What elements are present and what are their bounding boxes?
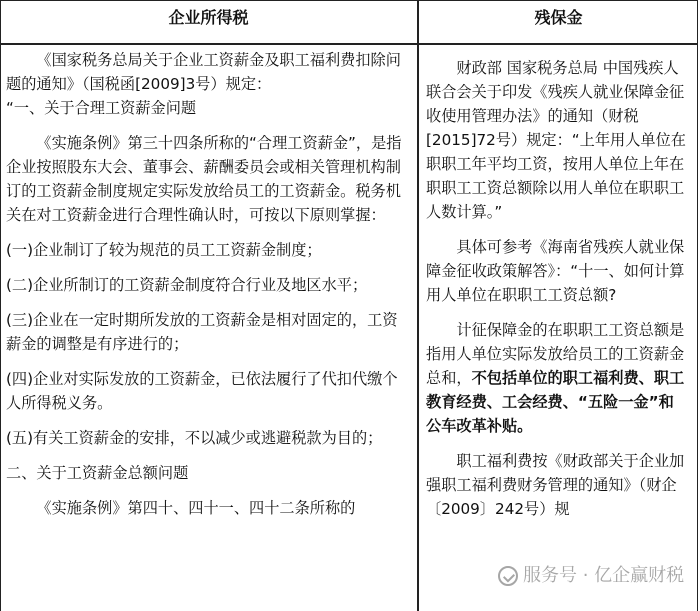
check-circle-icon (498, 566, 518, 586)
left-paragraph-section1: “一、关于合理工资薪金问题 (6, 99, 197, 117)
right-wage-total-exclusions: 不包括单位的职工福利费、职工教育经费、工会经费、“五险一金”和公车改革补贴。 (426, 369, 685, 435)
left-item-5: (五)有关工资薪金的安排，不以减少或逃避税款为目的； (6, 429, 383, 447)
right-paragraph-welfare: 职工福利费按《财政部关于企业加强职工福利费财务管理的通知》（财企〔2009〕242号）规 (426, 452, 685, 518)
column-divider (417, 0, 419, 611)
left-column (6, 48, 410, 531)
watermark (498, 565, 684, 587)
right-wage-total-text: 计征保障金的在职职工工资总额是指用人单位实际发放给员工的工资薪金总和， (426, 321, 685, 387)
right-paragraph-wage-total (426, 318, 688, 438)
left-item-3: (三)企业在一定时期所发放的工资薪金是相对固定的，工资薪金的调整是有序进行的； (6, 311, 398, 353)
header-divider (0, 43, 698, 45)
header-corporate-income-tax: 企业所得税 (168, 8, 249, 27)
right-paragraph-reference: 具体可参考《海南省残疾人就业保障金征收政策解答》：“十一、如何计算用人单位在职职工工资总额? (426, 238, 685, 304)
header-disability-fund: 残保金 (534, 8, 583, 27)
left-paragraph-implementation: 《实施条例》第四十、四十一、四十二条所称的 (36, 499, 356, 517)
left-item-1: (一)企业制订了较为规范的员工工资薪金制度； (6, 241, 322, 259)
watermark-text: 服务号 · 亿企赢财税 (523, 565, 685, 586)
left-paragraph-reasonable-wages: 《实施条例》第三十四条所称的“合理工资薪金”，是指企业按照股东大会、董事会、薪酬委员会或相关管理机构制订的工资薪金制度规定实际发放给员工的工资薪金。税务机关在对工资薪金进行合理性确认时，可按以下原则掌握： (6, 134, 402, 224)
left-item-2: (二)企业所制订的工资薪金制度符合行业及地区水平； (6, 276, 368, 294)
right-column (426, 48, 688, 532)
right-paragraph-notice: 财政部 国家税务总局 中国残疾人联合会关于印发《残疾人就业保障金征收使用管理办法》的通知（财税[2015]72号）规定：“上年用人单位在职职工年平均工资，按用人单位上年在职职工工资总额除以用人单位在职职工人数计算。” (426, 59, 686, 221)
left-item-4: (四)企业对实际发放的工资薪金，已依法履行了代扣代缴个人所得税义务。 (6, 370, 398, 412)
left-paragraph-section2: 二、关于工资薪金总额问题 (6, 464, 189, 482)
left-paragraph-notice: 《国家税务总局关于企业工资薪金及职工福利费扣除问题的通知》（国税函[2009]3号）规定： (6, 51, 401, 93)
